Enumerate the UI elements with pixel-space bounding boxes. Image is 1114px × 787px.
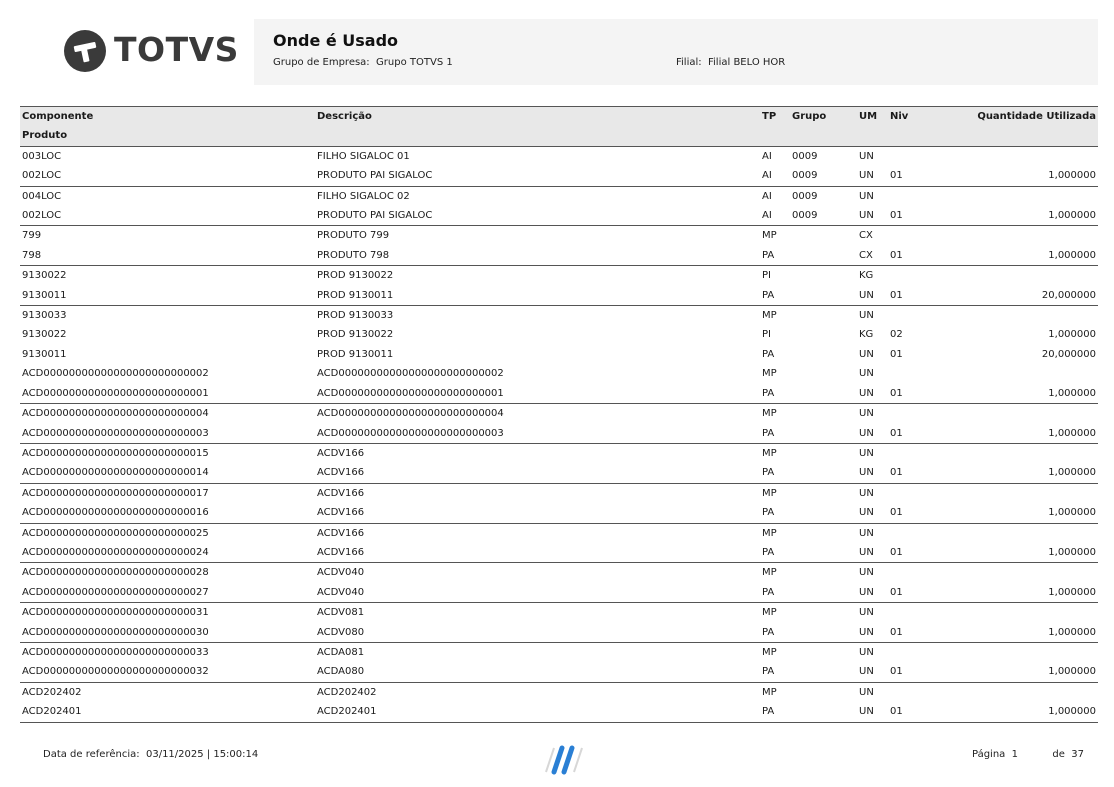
page-label: Página [972,749,1006,760]
cell-grupo [790,325,857,344]
cell-niv: 01 [888,583,928,603]
cell-code: ACD00000000000000000000000030 [20,623,315,643]
cell-grupo: 0009 [792,190,818,202]
filial-label: Filial: [676,57,702,68]
cell-um: UN [859,686,874,698]
cell-quantidade [928,306,1098,326]
cell-niv [888,266,928,286]
cell-niv: 01 [888,246,928,266]
cell-um: UN [857,583,888,603]
cell-niv [888,603,928,623]
cell-code: ACD00000000000000000000000024 [20,543,315,563]
cell-niv: 01 [890,348,903,360]
footer-pagination [972,749,1084,760]
table-row [20,543,1098,563]
cell-um: UN [857,166,888,186]
table-row [20,166,1098,186]
table-row [20,364,1098,383]
ref-value: 03/11/2025 | 15:00:14 [145,749,259,760]
cell-grupo [790,364,857,383]
cell-descricao: ACDA080 [315,662,760,682]
cell-niv: 01 [888,543,928,563]
cell-quantidade: 1,000000 [928,424,1098,444]
table-header-row [20,107,1098,127]
cell-grupo [790,642,857,662]
col-um: UM [857,107,888,127]
cell-tp: MP [762,487,777,499]
cell-quantidade [928,483,1098,503]
cell-niv: 01 [888,424,928,444]
cell-grupo [790,306,857,326]
cell-code: 002LOC [20,206,315,226]
report-table [20,106,1098,723]
cell-descricao: PROD 9130033 [317,310,394,322]
cell-grupo [790,266,857,286]
table-row [20,642,1098,662]
cell-descricao: PRODUTO 798 [315,246,760,266]
cell-niv: 01 [888,702,928,722]
total-pages: 37 [1071,749,1085,760]
table-row [20,702,1098,722]
cell-um: UN [857,424,888,444]
cell-grupo [790,583,857,603]
cell-descricao: ACDV081 [317,607,365,619]
cell-grupo: 0009 [792,150,818,162]
cell-tp: MP [762,686,777,698]
cell-grupo [790,623,857,643]
table-row [20,226,1098,246]
cell-niv [888,642,928,662]
cell-tp: PA [760,286,790,306]
cell-quantidade: 1,000000 [928,543,1098,563]
totvs-logo [62,28,239,76]
cell-descricao: ACD00000000000000000000000001 [315,384,760,404]
table-row [20,603,1098,623]
cell-descricao: ACDA081 [317,646,365,658]
cell-descricao: PROD 9130011 [315,286,760,306]
col-quantidade: Quantidade Utilizada [928,107,1098,127]
cell-niv [888,146,928,166]
cell-niv [888,226,928,246]
brand-name: TOTVS [114,30,239,69]
cell-code: ACD00000000000000000000000025 [22,527,209,539]
cell-quantidade: 1,000000 [928,384,1098,404]
cell-tp: AI [760,166,790,186]
cell-quantidade [928,682,1098,702]
table-row [20,206,1098,226]
cell-um: UN [857,206,888,226]
cell-um: UN [859,190,874,202]
table-row [20,286,1098,306]
cell-tp: MP [762,527,777,539]
cell-um: UN [859,150,874,162]
cell-code: 003LOC [22,150,62,162]
cell-quantidade: 1,000000 [928,503,1098,523]
report-header [254,19,1098,85]
cell-um: UN [857,286,888,306]
cell-tp: MP [762,646,777,658]
cell-niv [888,523,928,543]
cell-um: KG [859,270,874,282]
cell-descricao: PROD 9130022 [317,270,394,282]
cell-tp: PA [760,463,790,483]
cell-descricao: ACDV166 [317,487,365,499]
cell-descricao: ACD00000000000000000000000004 [317,408,504,420]
table-row [20,503,1098,523]
cell-niv: 01 [888,662,928,682]
cell-tp: PA [760,583,790,603]
cell-descricao: ACD00000000000000000000000003 [315,424,760,444]
cell-tp: MP [762,230,777,242]
col-produto: Produto [20,126,315,146]
cell-quantidade [928,186,1098,206]
table-subheader-row [20,126,1098,146]
cell-niv: 01 [888,206,928,226]
cell-um: CX [859,230,873,242]
cell-quantidade [928,266,1098,286]
cell-niv: 01 [888,286,928,306]
cell-grupo [790,286,857,306]
totvs-stripes-icon [540,742,590,782]
cell-tp: MP [762,368,777,380]
cell-descricao: ACD202401 [315,702,760,722]
cell-code: ACD00000000000000000000000014 [20,463,315,483]
cell-um: UN [857,543,888,563]
cell-grupo [790,345,857,364]
cell-grupo [790,443,857,463]
cell-grupo [790,384,857,404]
cell-tp: PA [760,543,790,563]
cell-quantidade: 1,000000 [928,662,1098,682]
cell-code: 004LOC [22,190,62,202]
cell-grupo [790,463,857,483]
cell-um: UN [859,408,874,420]
cell-niv: 01 [888,463,928,483]
cell-descricao: ACD202402 [317,686,377,698]
cell-code: ACD202401 [20,702,315,722]
col-grupo: Grupo [790,107,857,127]
cell-code: ACD00000000000000000000000004 [22,408,209,420]
col-descricao: Descrição [315,107,760,127]
cell-niv: 02 [890,329,903,341]
cell-tp: MP [762,567,777,579]
table-row [20,523,1098,543]
cell-niv: 01 [888,166,928,186]
cell-descricao: ACDV040 [317,567,365,579]
cell-descricao: ACDV040 [315,583,760,603]
cell-grupo [790,483,857,503]
cell-tp: PA [760,503,790,523]
cell-tp: PA [760,702,790,722]
cell-code: ACD00000000000000000000000002 [22,368,209,380]
cell-quantidade [928,404,1098,424]
cell-quantidade: 1,000000 [928,623,1098,643]
filial-info [676,57,785,68]
cell-code: 798 [20,246,315,266]
table-row [20,186,1098,206]
cell-descricao: PROD 9130011 [317,348,394,360]
empresa-value: Grupo TOTVS 1 [376,57,453,68]
cell-grupo [790,404,857,424]
cell-um: UN [859,447,874,459]
table-row [20,306,1098,326]
table-row [20,623,1098,643]
of-label: de [1052,749,1065,760]
cell-quantidade [928,226,1098,246]
cell-code: ACD00000000000000000000000017 [22,487,209,499]
empresa-label: Grupo de Empresa: [273,57,370,68]
report-title: Onde é Usado [273,31,399,50]
report-body [20,146,1098,722]
cell-um: UN [857,662,888,682]
table-row [20,443,1098,463]
col-componente: Componente [20,107,315,127]
cell-tp: AI [762,150,772,162]
cell-descricao: ACDV166 [317,527,365,539]
cell-code: ACD00000000000000000000000003 [20,424,315,444]
cell-um: UN [857,702,888,722]
cell-code: 9130022 [22,329,67,341]
cell-code: ACD00000000000000000000000015 [22,447,209,459]
cell-code: ACD00000000000000000000000027 [20,583,315,603]
cell-grupo [790,603,857,623]
cell-grupo: 0009 [790,166,857,186]
cell-quantidade [928,642,1098,662]
cell-quantidade: 1,000000 [1048,329,1096,341]
cell-descricao: ACDV166 [317,447,365,459]
cell-niv: 01 [888,623,928,643]
table-row [20,424,1098,444]
cell-niv [888,682,928,702]
cell-descricao: PRODUTO PAI SIGALOC [315,166,760,186]
cell-descricao: FILHO SIGALOC 01 [317,150,410,162]
cell-tp: PA [760,623,790,643]
cell-grupo [790,246,857,266]
cell-descricao: FILHO SIGALOC 02 [317,190,410,202]
cell-niv [888,483,928,503]
cell-code: ACD202402 [22,686,82,698]
table-row [20,404,1098,424]
cell-quantidade: 1,000000 [928,702,1098,722]
cell-quantidade: 1,000000 [928,583,1098,603]
table-row [20,483,1098,503]
col-niv: Niv [888,107,928,127]
cell-tp: MP [762,408,777,420]
cell-code: 9130011 [22,348,67,360]
cell-code: 799 [22,230,42,242]
cell-grupo [790,226,857,246]
cell-niv [888,306,928,326]
ref-label: Data de referência: [43,749,140,760]
cell-quantidade [928,146,1098,166]
page-number: 1 [1011,749,1019,760]
cell-niv [888,364,928,383]
table-row [20,384,1098,404]
cell-code: 9130033 [22,310,67,322]
cell-code: ACD00000000000000000000000032 [20,662,315,682]
table-row [20,325,1098,344]
cell-grupo [790,662,857,682]
cell-quantidade [928,443,1098,463]
cell-code: 9130011 [20,286,315,306]
cell-um: UN [857,503,888,523]
cell-quantidade: 1,000000 [928,206,1098,226]
cell-code: 9130022 [22,270,67,282]
cell-um: UN [859,567,874,579]
cell-descricao: PRODUTO PAI SIGALOC [315,206,760,226]
cell-grupo [790,424,857,444]
table-row [20,662,1098,682]
cell-um: UN [859,607,874,619]
cell-descricao: ACD00000000000000000000000002 [317,368,504,380]
cell-code: ACD00000000000000000000000016 [20,503,315,523]
totvs-logo-icon [62,28,108,74]
cell-descricao: PROD 9130022 [317,329,394,341]
col-tp: TP [760,107,790,127]
cell-tp: PA [760,662,790,682]
cell-niv [888,443,928,463]
cell-descricao: ACDV166 [315,463,760,483]
cell-niv [888,563,928,583]
cell-quantidade [928,563,1098,583]
cell-quantidade: 1,000000 [928,246,1098,266]
cell-um: CX [857,246,888,266]
cell-code: ACD00000000000000000000000033 [22,646,209,658]
cell-tp: PA [762,348,775,360]
table-row [20,682,1098,702]
cell-tp: PI [762,270,771,282]
table-row [20,583,1098,603]
cell-code: ACD00000000000000000000000001 [20,384,315,404]
cell-code: 002LOC [20,166,315,186]
cell-niv: 01 [888,503,928,523]
cell-um: UN [859,487,874,499]
cell-grupo [790,702,857,722]
cell-tp: PA [760,384,790,404]
filial-value: Filial BELO HOR [708,57,786,68]
cell-quantidade: 20,000000 [1041,348,1096,360]
table-row [20,246,1098,266]
cell-niv [888,186,928,206]
cell-grupo [790,682,857,702]
cell-tp: AI [760,206,790,226]
cell-quantidade: 1,000000 [928,463,1098,483]
table-row [20,146,1098,166]
cell-um: UN [857,384,888,404]
cell-grupo: 0009 [790,206,857,226]
cell-grupo [790,543,857,563]
cell-grupo [790,503,857,523]
cell-code: ACD00000000000000000000000031 [22,607,209,619]
cell-um: UN [857,623,888,643]
cell-descricao: ACDV166 [315,503,760,523]
table-row [20,345,1098,364]
cell-tp: PI [762,329,771,341]
cell-tp: MP [762,447,777,459]
cell-code: ACD00000000000000000000000028 [22,567,209,579]
cell-tp: MP [762,310,777,322]
cell-niv [888,404,928,424]
cell-um: UN [859,348,874,360]
cell-um: UN [859,368,874,380]
cell-grupo [790,563,857,583]
cell-descricao: ACDV080 [315,623,760,643]
cell-tp: AI [762,190,772,202]
cell-um: KG [859,329,874,341]
table-row [20,266,1098,286]
cell-um: UN [859,527,874,539]
cell-um: UN [859,310,874,322]
cell-grupo [790,523,857,543]
table-row [20,463,1098,483]
cell-quantidade [928,603,1098,623]
cell-quantidade: 1,000000 [928,166,1098,186]
cell-tp: PA [760,424,790,444]
cell-quantidade [928,523,1098,543]
cell-quantidade: 20,000000 [928,286,1098,306]
cell-descricao: PRODUTO 799 [317,230,390,242]
footer-reference [43,749,258,760]
cell-quantidade [928,364,1098,383]
cell-descricao: ACDV166 [315,543,760,563]
empresa-info [273,57,453,68]
cell-tp: PA [760,246,790,266]
cell-um: UN [857,463,888,483]
table-row [20,563,1098,583]
cell-tp: MP [762,607,777,619]
cell-niv: 01 [888,384,928,404]
cell-um: UN [859,646,874,658]
